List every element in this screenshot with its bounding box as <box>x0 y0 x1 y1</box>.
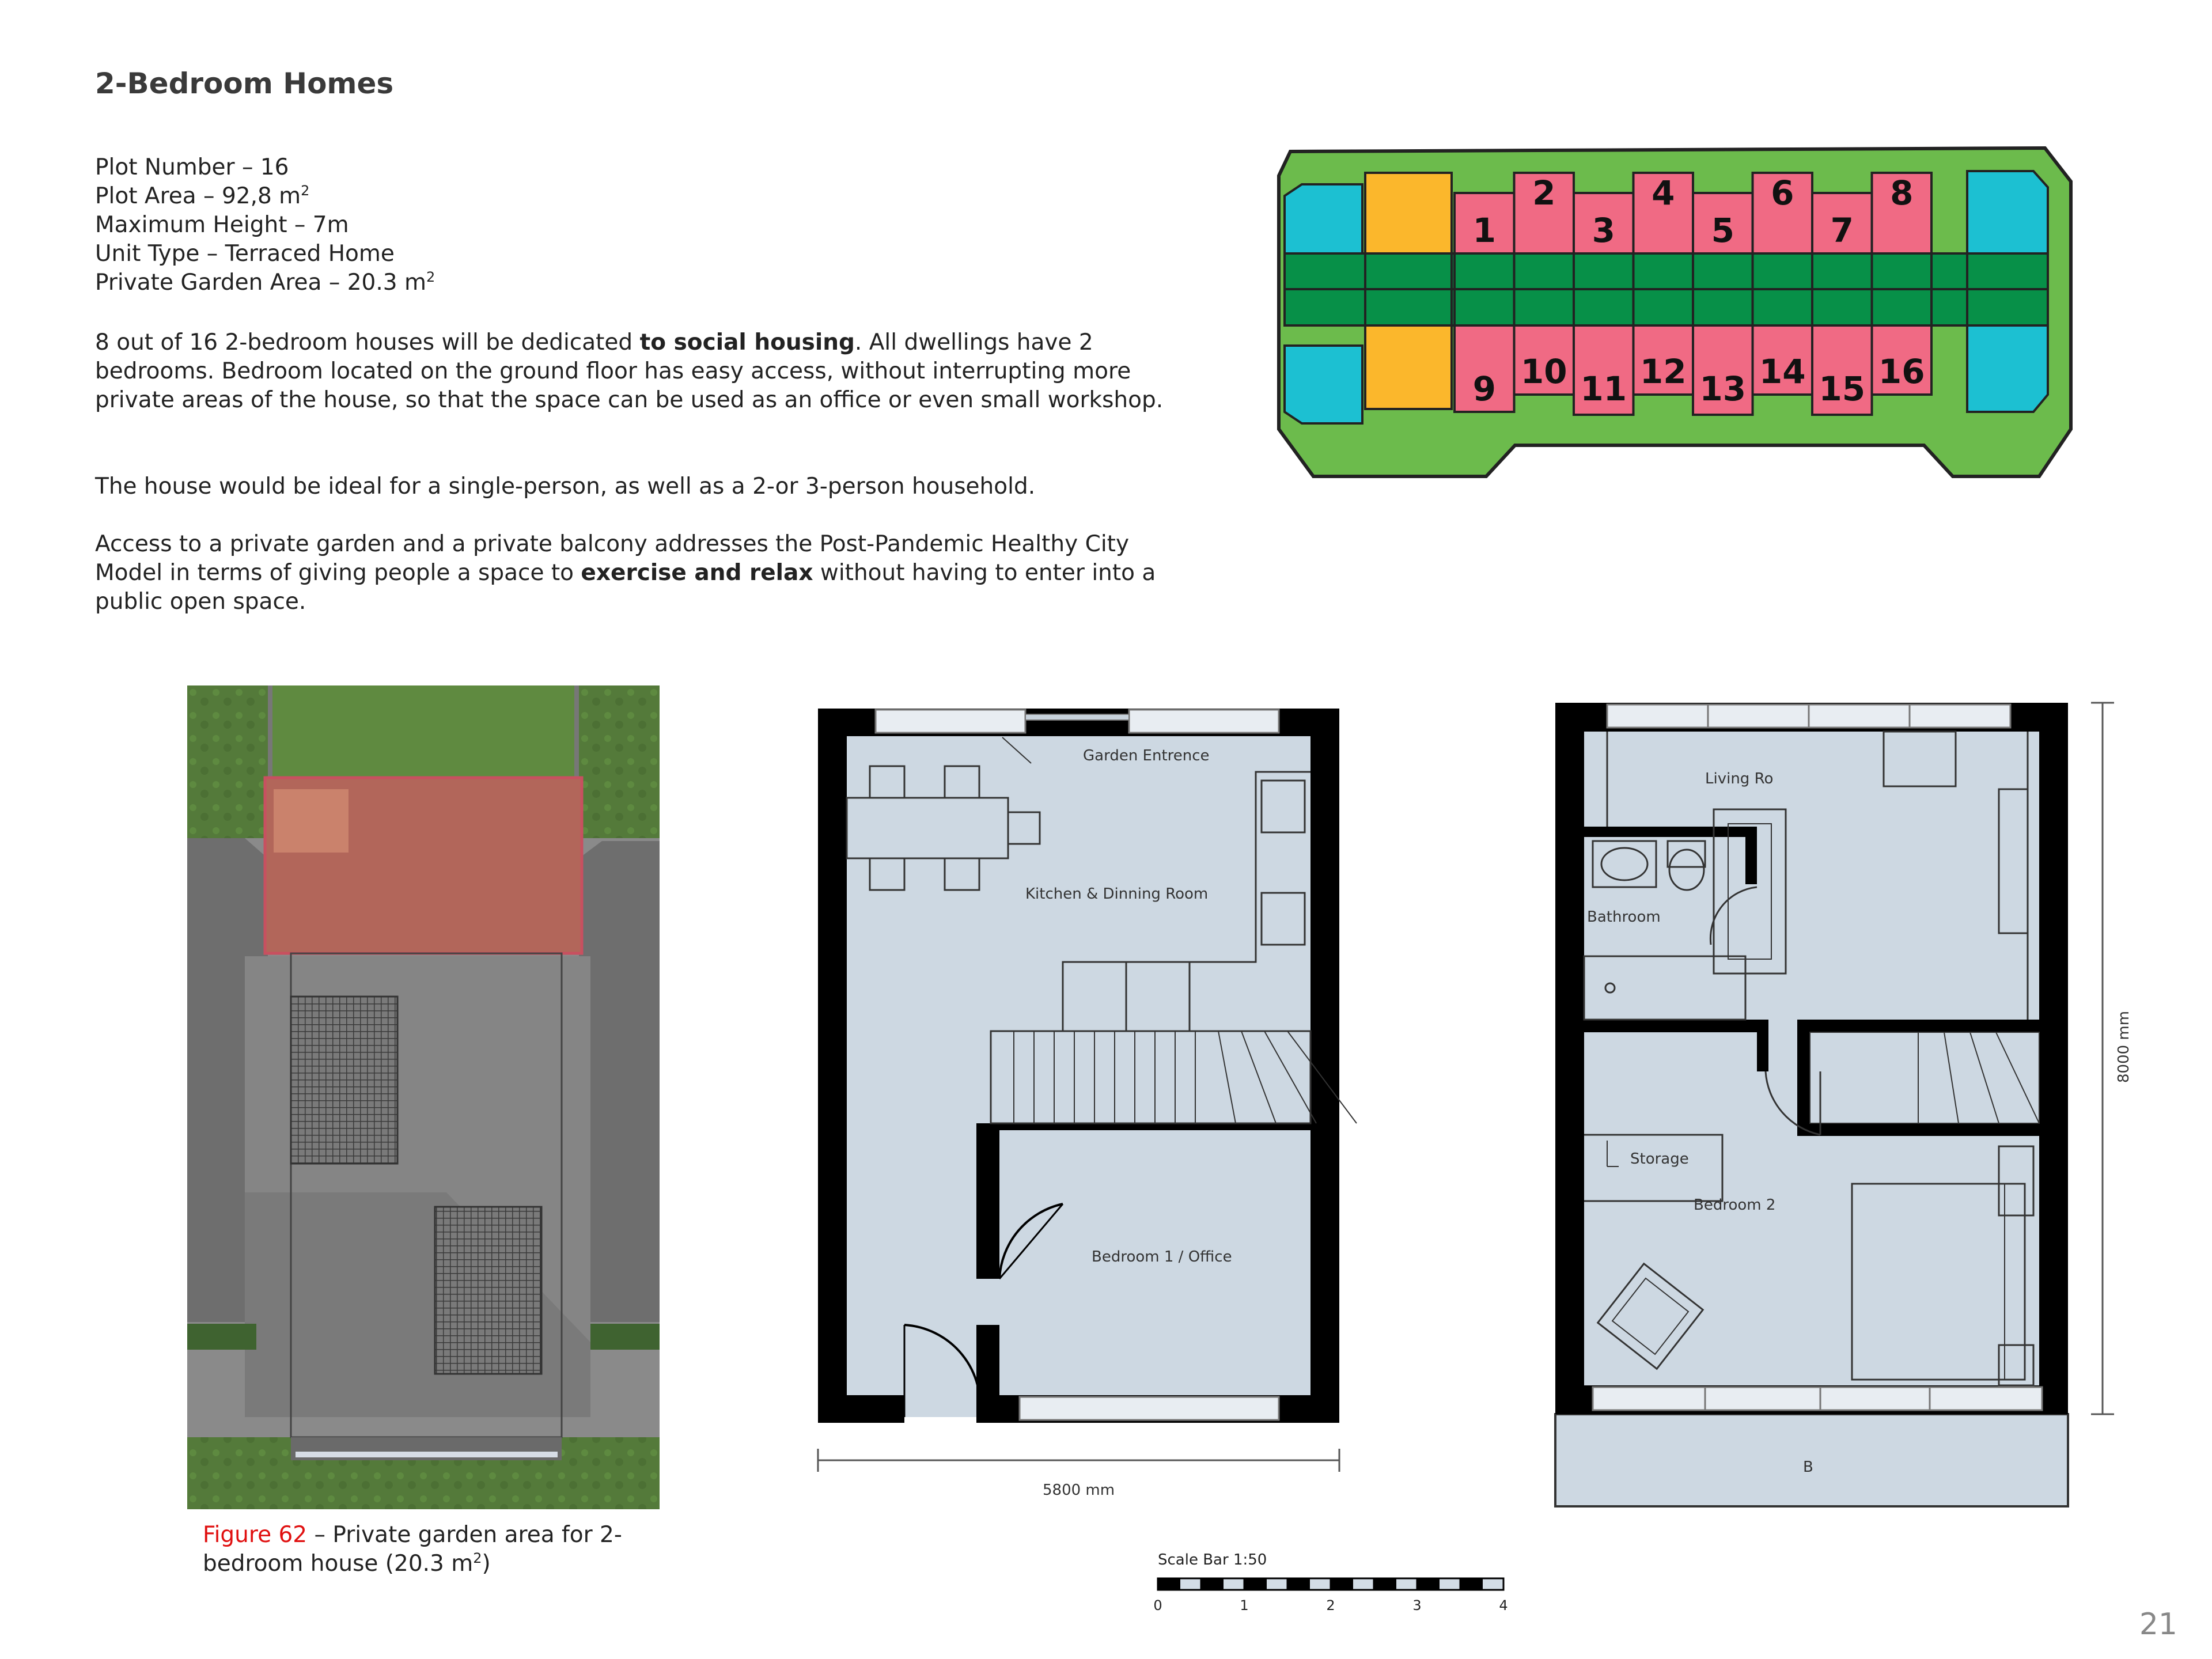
kitchen-label: Kitchen & Dinning Room <box>1025 885 1209 903</box>
bedroom2-label: Bedroom 2 <box>1694 1196 1776 1214</box>
garden-area: Private Garden Area – 20.3 $m^2$ <box>95 269 435 296</box>
scale-bar-title: Scale Bar 1:50 <box>1158 1551 1267 1569</box>
plot-label: 12 <box>1639 352 1687 391</box>
plot-2 <box>1514 173 1574 253</box>
plot-label: 7 <box>1830 211 1854 250</box>
plot-12 <box>1634 325 1694 395</box>
plot-label: 8 <box>1890 173 1914 213</box>
plot-15 <box>1812 325 1872 415</box>
unit-type: Unit Type – Terraced Home <box>95 241 395 267</box>
plot-6 <box>1753 173 1813 253</box>
plot-11 <box>1574 325 1634 415</box>
plot-5 <box>1693 193 1753 253</box>
width-dimension: 5800 mm <box>1043 1482 1115 1499</box>
plot-4 <box>1634 173 1694 253</box>
ground-floor-plan <box>812 697 1359 1503</box>
plot-label: 9 <box>1472 369 1496 408</box>
bathroom-label: Bathroom <box>1587 908 1661 926</box>
plot-3 <box>1574 193 1634 253</box>
scale-tick: 2 <box>1326 1597 1335 1613</box>
height-dimension: 8000 mm <box>2115 1010 2133 1083</box>
plot-facts <box>95 153 435 297</box>
plot-label: 3 <box>1592 211 1615 250</box>
garden-entrance-label: Garden Entrence <box>1083 747 1210 764</box>
household-paragraph: The house would be ideal for a single-person, as well as a 2-or 3-person household. <box>95 474 1036 499</box>
figure-caption: Figure 62 – Private garden area for 2-bedroom house (20.3 $m^2$) <box>203 1522 622 1577</box>
plot-14 <box>1753 325 1813 395</box>
plot-label: 10 <box>1520 352 1567 391</box>
social-housing-paragraph: 8 out of 16 2-bedroom houses will be dedicated to social housing. All dwellings have 2 bedrooms. Bedroom located on the ground floor has easy access, without interrupting more private areas of the house, so that the space can be used as an office or even small workshop. <box>95 329 1164 413</box>
plot-label: 5 <box>1711 211 1734 250</box>
plot-label: 2 <box>1532 173 1556 213</box>
plot-8 <box>1872 173 1932 253</box>
living-room-label: Living Ro <box>1705 770 1774 787</box>
site-plan <box>1267 141 2074 487</box>
storage-label: Storage <box>1630 1150 1689 1168</box>
bedroom1-label: Bedroom 1 / Office <box>1092 1248 1232 1266</box>
plot-7 <box>1812 193 1872 253</box>
plot-label: 15 <box>1819 369 1866 408</box>
plot-16 <box>1872 325 1932 395</box>
plot-13 <box>1693 325 1753 415</box>
max-height: Maximum Height – 7m <box>95 212 349 238</box>
plot-1 <box>1455 193 1514 253</box>
plot-label: 1 <box>1472 211 1496 250</box>
plot-label: 11 <box>1580 369 1627 408</box>
plot-number: Plot Number – 16 <box>95 154 289 180</box>
plot-label: 6 <box>1771 173 1794 213</box>
plot-area: Plot Area – 92,8 $m^2$ <box>95 183 310 209</box>
plot-label: 14 <box>1759 352 1806 391</box>
plot-label: 4 <box>1652 173 1675 213</box>
scale-tick: 4 <box>1499 1597 1508 1613</box>
plot-9 <box>1455 325 1514 412</box>
scale-tick: 3 <box>1412 1597 1422 1613</box>
scale-bar <box>1146 1544 1538 1619</box>
scale-tick: 1 <box>1240 1597 1249 1613</box>
plot-10 <box>1514 325 1574 395</box>
garden-aerial-render <box>187 685 660 1509</box>
plot-label: 16 <box>1878 352 1925 391</box>
page-title: 2-Bedroom Homes <box>95 67 394 100</box>
balcony-label: B <box>1803 1459 1813 1476</box>
page-number: 21 <box>2139 1607 2177 1642</box>
garden-paragraph: Access to a private garden and a private balcony addresses the Post-Pandemic Healthy City Model in terms of giving people a space to exercise and relax without having to enter into a public open space. <box>95 531 1156 615</box>
first-floor-plan <box>1550 697 2137 1515</box>
plot-label: 13 <box>1699 369 1747 408</box>
scale-tick: 0 <box>1153 1597 1162 1613</box>
